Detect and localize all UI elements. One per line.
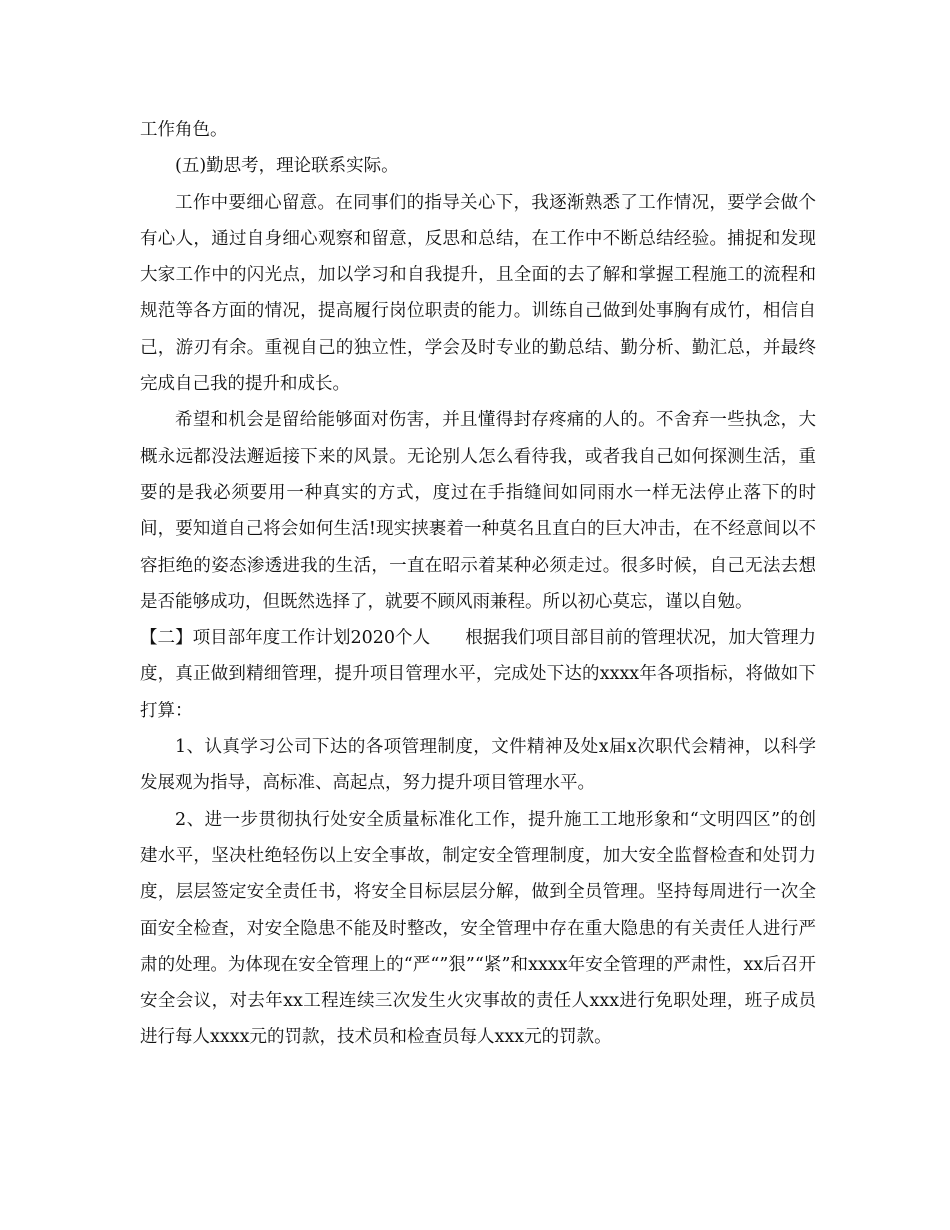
list-item-2: 2、进一步贯彻执行处安全质量标准化工作，提升施工工地形象和“文明四区”的创建水平，坚决杜绝轻伤以上安全事故，制定安全管理制度，加大安全监督检查和处罚力度，层层签定安全责任书，将安全目标层层分解，做到全员管理。坚持每周进行一次全面安全检查，对安全隐患不能及时整改，安全管理中存在重大隐患的有关责任人进行严肃的处理。为体现在安全管理上的“严“”狠”“紧”和xxxx年安全管理的严肃性，xx后召开安全会议，对去年xx工程连续三次发生火灾事故的责任人xxx进行免职处理，班子成员进行每人xxxx元的罚款，技术员和检查员每人xxx元的罚款。 bbox=[140, 809, 816, 1048]
section-heading-paragraph: 【二】项目部年度工作计划2020个人 根据我们项目部目前的管理状况，加大管理力度，真正做到精细管理，提升项目管理水平，完成处下达的xxxx年各项指标，将做如下打算： bbox=[140, 628, 816, 721]
paragraph-1: 工作角色。 bbox=[140, 120, 228, 140]
paragraph-4: 希望和机会是留给能够面对伤害，并且懂得封存疼痛的人的。不舍弃一些执念，大概永远都没法邂逅接下来的风景。无论别人怎么看待我，或者我自己如何探测生活，重要的是我必须要用一种真实的方式，度过在手指缝间如同雨水一样无法停止落下的时间，要知道自己将会如何生活!现实挟裹着一种莫名且直白的巨大冲击，在不经意间以不容拒绝的姿态渗透进我的生活，一直在昭示着某种必须走过。很多时候，自己无法去想是否能够成功，但既然选择了，就要不顾风雨兼程。所以初心莫忘，谨以自勉。 bbox=[140, 410, 816, 612]
list-item-1: 1、认真学习公司下达的各项管理制度，文件精神及处x届x次职代会精神，以科学发展观为指导，高标准、高起点，努力提升项目管理水平。 bbox=[140, 737, 816, 794]
document-body bbox=[140, 112, 816, 1056]
paragraph-2-heading: (五)勤思考，理论联系实际。 bbox=[175, 156, 399, 177]
paragraph-3: 工作中要细心留意。在同事们的指导关心下，我逐渐熟悉了工作情况，要学会做个有心人，通过自身细心观察和留意，反思和总结，在工作中不断总结经验。捕捉和发现大家工作中的闪光点，加以学习和自我提升，且全面的去了解和掌握工程施工的流程和规范等各方面的情况，提高履行岗位职责的能力。训练自己做到处事胸有成竹，相信自己，游刃有余。重视自己的独立性，学会及时专业的勤总结、勤分析、勤汇总，并最终完成自己我的提升和成长。 bbox=[140, 192, 816, 395]
